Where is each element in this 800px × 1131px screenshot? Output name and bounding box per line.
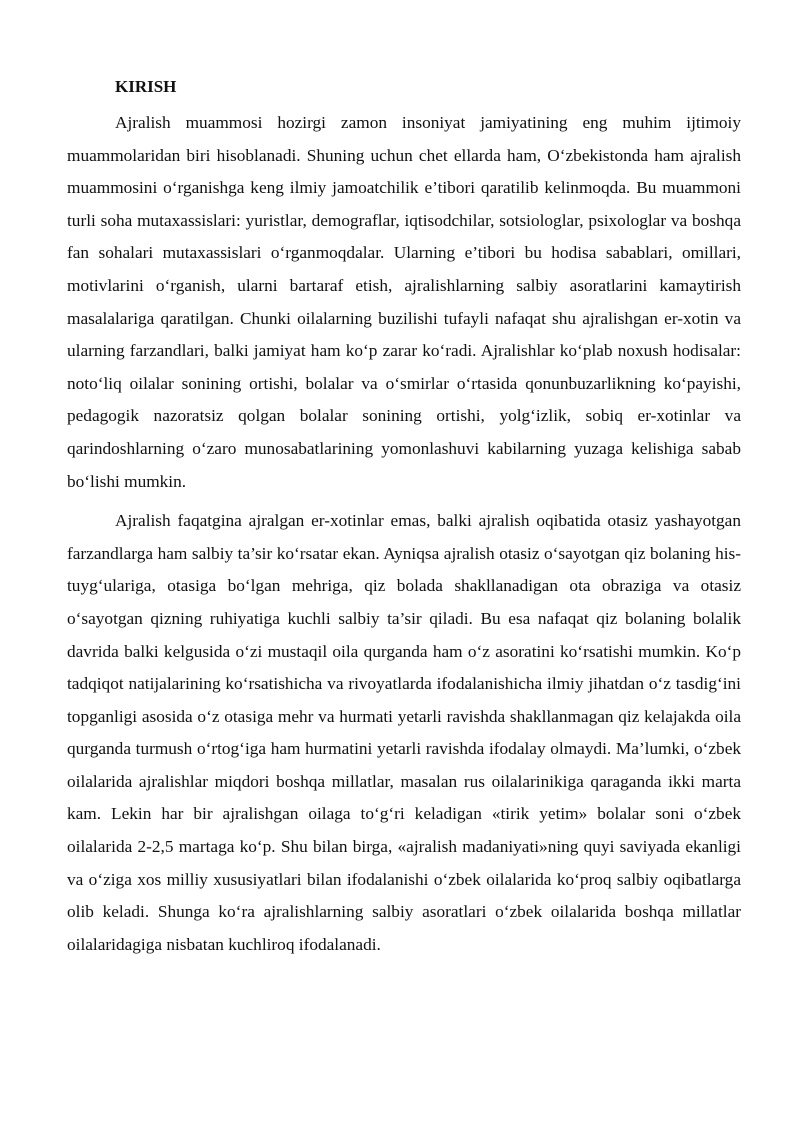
paragraph-1: Ajralish muammosi hozirgi zamon insoniyat jamiyatining eng muhim ijtimoiy muammolaridan biri hisoblanadi. Shuning uchun chet ellarda ham, O‘zbekistonda ham ajralish muammosini o‘rganishga keng ilmiy jamoatchilik e’tibori qaratilib kelinmoqda. Bu muammoni turli soha mutaxassislari: yuristlar, demograflar, iqtisodchilar, sotsiologlar, psixologlar va boshqa fan sohalari mutaxassislari o‘rganmoqdalar. Ularning e’tibori bu hodisa sabablari, omillari, motivlarini o‘rganish, ularni bartaraf etish, ajralishlarning salbiy asoratlarini kamaytirish masalalariga qaratilgan. Chunki oilalarning buzilishi tufayli nafaqat shu ajralishgan er-xotin va ularning farzandlari, balki jamiyat ham ko‘p zarar ko‘radi. Ajralishlar ko‘plab noxush hodisalar: noto‘liq oilalar sonining ortishi, bolalar va o‘smirlar o‘rtasida qonunbuzarlikning ko‘payishi, pedagogik nazoratsiz qolgan bolalar sonining ortishi, yolg‘izlik, sobiq er-xotinlar va qarindoshlarning o‘zaro munosabatlarining yomonlashuvi kabilarning yuzaga kelishiga sabab bo‘lishi mumkin.: [67, 113, 741, 491]
paragraph-2: Ajralish faqatgina ajralgan er-xotinlar emas, balki ajralish oqibatida otasiz yashayotgan farzandlarga ham salbiy ta’sir ko‘rsatar ekan. Ayniqsa ajralish otasiz o‘sayotgan qiz bolaning his-tuyg‘ulariga, otasiga bo‘lgan mehriga, qiz bolada shakllanadigan ota obraziga va otasiz o‘sayotgan qizning ruhiyatiga kuchli salbiy ta’sir qiladi. Bu esa nafaqat qiz bolaning bolalik davrida balki kelgusida o‘zi mustaqil oila qurganda ham o‘z asoratini ko‘rsatishi mumkin. Ko‘p tadqiqot natijalarining ko‘rsatishicha va rivoyatlarda ifodalanishicha ilmiy jihatdan o‘z tasdig‘ini topganligi asosida o‘z otasiga mehr va hurmati yetarli ravishda shakllanmagan qiz kelajakda oila qurganda turmush o‘rtog‘iga ham hurmatini yetarli ravishda ifodalay olmaydi. Ma’lumki, o‘zbek oilalarida ajralishlar miqdori boshqa millatlar, masalan rus oilalarinikiga qaraganda ikki marta kam. Lekin har bir ajralishgan oilaga to‘g‘ri keladigan «tirik yetim» bolalar soni o‘zbek oilalarida 2-2,5 martaga ko‘p. Shu bilan birga, «ajralish madaniyati»ning quyi saviyada ekanligi va o‘ziga xos milliy xususiyatlari bilan ifodalanishi o‘zbek oilalarida ko‘proq salbiy oqibatlarga olib keladi. Shunga ko‘ra ajralishlarning salbiy asoratlari o‘zbek oilalarida boshqa millatlar oilalaridagiga nisbatan kuchliroq ifodalanadi.: [67, 511, 741, 954]
document-body: [67, 70, 741, 968]
section-heading: KIRISH: [115, 77, 177, 96]
